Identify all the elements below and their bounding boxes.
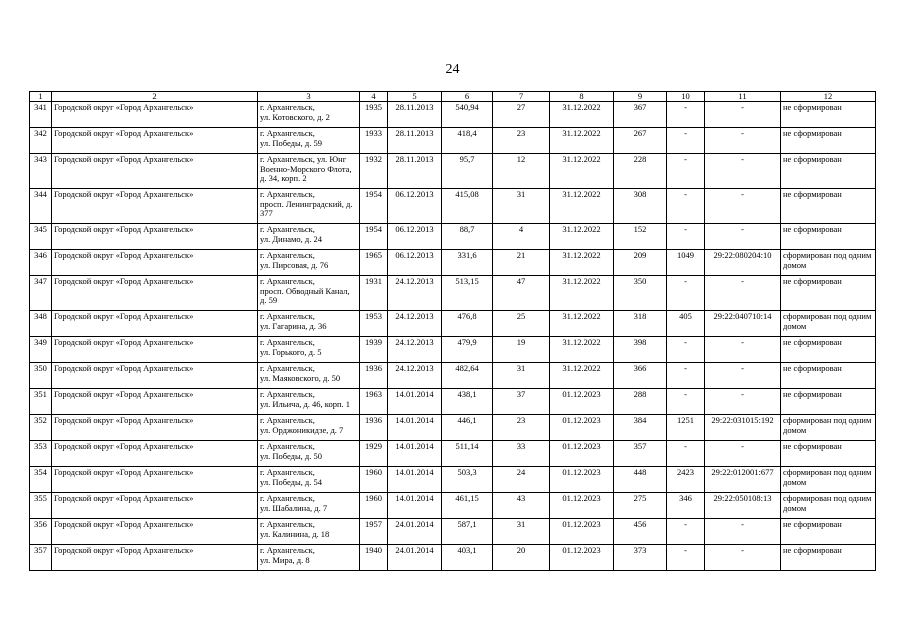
column-header: 9 <box>614 92 667 102</box>
residents-cell: 12 <box>493 154 550 189</box>
row-number-cell: 343 <box>30 154 52 189</box>
address-cell: г. Архангельск, ул. Ильича, д. 46, корп. 1 <box>258 389 360 415</box>
planned-date-cell: 31.12.2022 <box>550 363 614 389</box>
land-area-cell: - <box>667 519 705 545</box>
recognition-date-cell: 28.11.2013 <box>388 154 442 189</box>
build-year-cell: 1954 <box>360 224 388 250</box>
value-cell: 275 <box>614 493 667 519</box>
table-row <box>30 224 876 250</box>
cadastral-number-cell: - <box>705 102 781 128</box>
value-cell: 384 <box>614 415 667 441</box>
land-area-cell: 405 <box>667 311 705 337</box>
area-cell: 438,1 <box>442 389 493 415</box>
table-row <box>30 250 876 276</box>
area-cell: 461,15 <box>442 493 493 519</box>
column-header: 8 <box>550 92 614 102</box>
owner-cell: Городской округ «Город Архангельск» <box>52 389 258 415</box>
address-cell: г. Архангельск, ул. Победы, д. 59 <box>258 128 360 154</box>
table-row <box>30 102 876 128</box>
land-area-cell: 346 <box>667 493 705 519</box>
land-status-cell: не сформирован <box>781 363 876 389</box>
row-number-cell: 342 <box>30 128 52 154</box>
residents-cell: 31 <box>493 519 550 545</box>
row-number-cell: 352 <box>30 415 52 441</box>
recognition-date-cell: 28.11.2013 <box>388 128 442 154</box>
table-body <box>30 102 876 571</box>
cadastral-number-cell: - <box>705 519 781 545</box>
row-number-cell: 353 <box>30 441 52 467</box>
owner-cell: Городской округ «Город Архангельск» <box>52 337 258 363</box>
land-area-cell: - <box>667 276 705 311</box>
address-cell: г. Архангельск, ул. Шабалина, д. 7 <box>258 493 360 519</box>
owner-cell: Городской округ «Город Архангельск» <box>52 519 258 545</box>
address-cell: г. Архангельск, ул. Горького, д. 5 <box>258 337 360 363</box>
row-number-cell: 341 <box>30 102 52 128</box>
value-cell: 228 <box>614 154 667 189</box>
column-header: 10 <box>667 92 705 102</box>
table-row <box>30 519 876 545</box>
cadastral-number-cell: - <box>705 389 781 415</box>
land-status-cell: не сформирован <box>781 276 876 311</box>
address-cell: г. Архангельск, просп. Обводный Канал, д. 59 <box>258 276 360 311</box>
build-year-cell: 1965 <box>360 250 388 276</box>
recognition-date-cell: 14.01.2014 <box>388 441 442 467</box>
land-status-cell: не сформирован <box>781 128 876 154</box>
planned-date-cell: 01.12.2023 <box>550 467 614 493</box>
recognition-date-cell: 06.12.2013 <box>388 189 442 224</box>
column-header: 6 <box>442 92 493 102</box>
row-number-cell: 345 <box>30 224 52 250</box>
area-cell: 540,94 <box>442 102 493 128</box>
page-number: 24 <box>445 62 460 77</box>
residents-cell: 31 <box>493 189 550 224</box>
area-cell: 418,4 <box>442 128 493 154</box>
residents-cell: 25 <box>493 311 550 337</box>
address-cell: г. Архангельск, ул. Маяковского, д. 50 <box>258 363 360 389</box>
residents-cell: 43 <box>493 493 550 519</box>
cadastral-number-cell: - <box>705 154 781 189</box>
value-cell: 456 <box>614 519 667 545</box>
recognition-date-cell: 24.12.2013 <box>388 337 442 363</box>
recognition-date-cell: 14.01.2014 <box>388 415 442 441</box>
residents-cell: 21 <box>493 250 550 276</box>
address-cell: г. Архангельск, просп. Ленинградский, д. 377 <box>258 189 360 224</box>
column-header: 5 <box>388 92 442 102</box>
planned-date-cell: 01.12.2023 <box>550 519 614 545</box>
planned-date-cell: 31.12.2022 <box>550 337 614 363</box>
cadastral-number-cell: 29:22:040710:14 <box>705 311 781 337</box>
column-header: 2 <box>52 92 258 102</box>
build-year-cell: 1953 <box>360 311 388 337</box>
area-cell: 587,1 <box>442 519 493 545</box>
planned-date-cell: 31.12.2022 <box>550 250 614 276</box>
owner-cell: Городской округ «Город Архангельск» <box>52 102 258 128</box>
value-cell: 448 <box>614 467 667 493</box>
cadastral-number-cell: - <box>705 363 781 389</box>
land-area-cell: 1251 <box>667 415 705 441</box>
planned-date-cell: 01.12.2023 <box>550 493 614 519</box>
planned-date-cell: 31.12.2022 <box>550 189 614 224</box>
land-status-cell: не сформирован <box>781 337 876 363</box>
table-row <box>30 493 876 519</box>
land-area-cell: - <box>667 441 705 467</box>
row-number-cell: 348 <box>30 311 52 337</box>
cadastral-number-cell: - <box>705 189 781 224</box>
column-header: 4 <box>360 92 388 102</box>
area-cell: 95,7 <box>442 154 493 189</box>
table-row <box>30 467 876 493</box>
recognition-date-cell: 06.12.2013 <box>388 224 442 250</box>
owner-cell: Городской округ «Город Архангельск» <box>52 128 258 154</box>
recognition-date-cell: 14.01.2014 <box>388 493 442 519</box>
owner-cell: Городской округ «Город Архангельск» <box>52 415 258 441</box>
area-cell: 476,8 <box>442 311 493 337</box>
value-cell: 357 <box>614 441 667 467</box>
cadastral-number-cell: 29:22:031015:192 <box>705 415 781 441</box>
area-cell: 479,9 <box>442 337 493 363</box>
cadastral-number-cell: - <box>705 128 781 154</box>
cadastral-number-cell: - <box>705 441 781 467</box>
build-year-cell: 1960 <box>360 467 388 493</box>
owner-cell: Городской округ «Город Архангельск» <box>52 467 258 493</box>
build-year-cell: 1954 <box>360 189 388 224</box>
row-number-cell: 347 <box>30 276 52 311</box>
planned-date-cell: 01.12.2023 <box>550 441 614 467</box>
land-status-cell: сформирован под одним домом <box>781 250 876 276</box>
owner-cell: Городской округ «Город Архангельск» <box>52 545 258 571</box>
value-cell: 152 <box>614 224 667 250</box>
address-cell: г. Архангельск, ул. Мира, д. 8 <box>258 545 360 571</box>
residents-cell: 4 <box>493 224 550 250</box>
row-number-cell: 350 <box>30 363 52 389</box>
land-area-cell: - <box>667 102 705 128</box>
value-cell: 367 <box>614 102 667 128</box>
column-header: 1 <box>30 92 52 102</box>
table-row <box>30 154 876 189</box>
land-area-cell: - <box>667 189 705 224</box>
land-status-cell: сформирован под одним домом <box>781 415 876 441</box>
area-cell: 331,6 <box>442 250 493 276</box>
row-number-cell: 354 <box>30 467 52 493</box>
planned-date-cell: 01.12.2023 <box>550 415 614 441</box>
recognition-date-cell: 06.12.2013 <box>388 250 442 276</box>
area-cell: 503,3 <box>442 467 493 493</box>
column-header: 11 <box>705 92 781 102</box>
land-area-cell: - <box>667 337 705 363</box>
table-row <box>30 189 876 224</box>
cadastral-number-cell: - <box>705 224 781 250</box>
table-row <box>30 337 876 363</box>
table-row <box>30 276 876 311</box>
residents-cell: 31 <box>493 363 550 389</box>
cadastral-number-cell: - <box>705 545 781 571</box>
area-cell: 482,64 <box>442 363 493 389</box>
recognition-date-cell: 14.01.2014 <box>388 467 442 493</box>
residents-cell: 37 <box>493 389 550 415</box>
owner-cell: Городской округ «Город Архангельск» <box>52 250 258 276</box>
address-cell: г. Архангельск, ул. Динамо, д. 24 <box>258 224 360 250</box>
build-year-cell: 1960 <box>360 493 388 519</box>
value-cell: 350 <box>614 276 667 311</box>
address-cell: г. Архангельск, ул. Котовского, д. 2 <box>258 102 360 128</box>
owner-cell: Городской округ «Город Архангельск» <box>52 311 258 337</box>
table-row <box>30 389 876 415</box>
build-year-cell: 1933 <box>360 128 388 154</box>
land-status-cell: не сформирован <box>781 389 876 415</box>
address-cell: г. Архангельск, ул. Победы, д. 50 <box>258 441 360 467</box>
recognition-date-cell: 24.12.2013 <box>388 363 442 389</box>
land-area-cell: - <box>667 128 705 154</box>
land-status-cell: сформирован под одним домом <box>781 311 876 337</box>
value-cell: 366 <box>614 363 667 389</box>
build-year-cell: 1963 <box>360 389 388 415</box>
land-status-cell: не сформирован <box>781 102 876 128</box>
recognition-date-cell: 24.01.2014 <box>388 545 442 571</box>
residents-cell: 23 <box>493 415 550 441</box>
table-row <box>30 545 876 571</box>
value-cell: 209 <box>614 250 667 276</box>
land-area-cell: - <box>667 154 705 189</box>
land-status-cell: не сформирован <box>781 189 876 224</box>
land-area-cell: - <box>667 363 705 389</box>
table-row <box>30 311 876 337</box>
value-cell: 308 <box>614 189 667 224</box>
land-area-cell: - <box>667 389 705 415</box>
row-number-cell: 351 <box>30 389 52 415</box>
address-cell: г. Архангельск, ул. Победы, д. 54 <box>258 467 360 493</box>
cadastral-number-cell: 29:22:050108:13 <box>705 493 781 519</box>
planned-date-cell: 31.12.2022 <box>550 102 614 128</box>
owner-cell: Городской округ «Город Архангельск» <box>52 154 258 189</box>
recognition-date-cell: 14.01.2014 <box>388 389 442 415</box>
residents-cell: 23 <box>493 128 550 154</box>
address-cell: г. Архангельск, ул. Калинина, д. 18 <box>258 519 360 545</box>
planned-date-cell: 31.12.2022 <box>550 128 614 154</box>
row-number-cell: 349 <box>30 337 52 363</box>
residents-cell: 27 <box>493 102 550 128</box>
housing-registry-table <box>29 91 876 571</box>
address-cell: г. Архангельск, ул. Пирсовая, д. 76 <box>258 250 360 276</box>
planned-date-cell: 31.12.2022 <box>550 311 614 337</box>
build-year-cell: 1957 <box>360 519 388 545</box>
owner-cell: Городской округ «Город Архангельск» <box>52 276 258 311</box>
residents-cell: 33 <box>493 441 550 467</box>
build-year-cell: 1929 <box>360 441 388 467</box>
land-status-cell: не сформирован <box>781 545 876 571</box>
table-row <box>30 415 876 441</box>
area-cell: 88,7 <box>442 224 493 250</box>
land-area-cell: 2423 <box>667 467 705 493</box>
owner-cell: Городской округ «Город Архангельск» <box>52 493 258 519</box>
planned-date-cell: 01.12.2023 <box>550 389 614 415</box>
column-header: 12 <box>781 92 876 102</box>
address-cell: г. Архангельск, ул. Орджоникидзе, д. 7 <box>258 415 360 441</box>
owner-cell: Городской округ «Город Архангельск» <box>52 189 258 224</box>
address-cell: г. Архангельск, ул. Гагарина, д. 36 <box>258 311 360 337</box>
recognition-date-cell: 28.11.2013 <box>388 102 442 128</box>
value-cell: 398 <box>614 337 667 363</box>
row-number-cell: 346 <box>30 250 52 276</box>
cadastral-number-cell: - <box>705 337 781 363</box>
land-status-cell: не сформирован <box>781 154 876 189</box>
value-cell: 288 <box>614 389 667 415</box>
planned-date-cell: 31.12.2022 <box>550 276 614 311</box>
address-cell: г. Архангельск, ул. Юнг Военно-Морского Флота, д. 34, корп. 2 <box>258 154 360 189</box>
row-number-cell: 356 <box>30 519 52 545</box>
value-cell: 267 <box>614 128 667 154</box>
column-header: 3 <box>258 92 360 102</box>
owner-cell: Городской округ «Город Архангельск» <box>52 441 258 467</box>
land-area-cell: - <box>667 545 705 571</box>
residents-cell: 47 <box>493 276 550 311</box>
planned-date-cell: 01.12.2023 <box>550 545 614 571</box>
cadastral-number-cell: 29:22:012001:677 <box>705 467 781 493</box>
build-year-cell: 1936 <box>360 415 388 441</box>
table-header-row <box>30 92 876 102</box>
residents-cell: 24 <box>493 467 550 493</box>
land-area-cell: 1049 <box>667 250 705 276</box>
area-cell: 446,1 <box>442 415 493 441</box>
cadastral-number-cell: 29:22:080204:10 <box>705 250 781 276</box>
cadastral-number-cell: - <box>705 276 781 311</box>
land-status-cell: не сформирован <box>781 441 876 467</box>
area-cell: 511,14 <box>442 441 493 467</box>
area-cell: 403,1 <box>442 545 493 571</box>
owner-cell: Городской округ «Город Архангельск» <box>52 363 258 389</box>
recognition-date-cell: 24.12.2013 <box>388 276 442 311</box>
recognition-date-cell: 24.12.2013 <box>388 311 442 337</box>
build-year-cell: 1936 <box>360 363 388 389</box>
value-cell: 373 <box>614 545 667 571</box>
table-row <box>30 128 876 154</box>
table-row <box>30 441 876 467</box>
column-header: 7 <box>493 92 550 102</box>
row-number-cell: 344 <box>30 189 52 224</box>
row-number-cell: 355 <box>30 493 52 519</box>
land-status-cell: сформирован под одним домом <box>781 493 876 519</box>
build-year-cell: 1935 <box>360 102 388 128</box>
area-cell: 415,08 <box>442 189 493 224</box>
land-area-cell: - <box>667 224 705 250</box>
residents-cell: 20 <box>493 545 550 571</box>
area-cell: 513,15 <box>442 276 493 311</box>
residents-cell: 19 <box>493 337 550 363</box>
build-year-cell: 1932 <box>360 154 388 189</box>
owner-cell: Городской округ «Город Архангельск» <box>52 224 258 250</box>
recognition-date-cell: 24.01.2014 <box>388 519 442 545</box>
land-status-cell: не сформирован <box>781 224 876 250</box>
build-year-cell: 1931 <box>360 276 388 311</box>
value-cell: 318 <box>614 311 667 337</box>
land-status-cell: не сформирован <box>781 519 876 545</box>
build-year-cell: 1939 <box>360 337 388 363</box>
planned-date-cell: 31.12.2022 <box>550 154 614 189</box>
build-year-cell: 1940 <box>360 545 388 571</box>
planned-date-cell: 31.12.2022 <box>550 224 614 250</box>
row-number-cell: 357 <box>30 545 52 571</box>
land-status-cell: сформирован под одним домом <box>781 467 876 493</box>
table-row <box>30 363 876 389</box>
